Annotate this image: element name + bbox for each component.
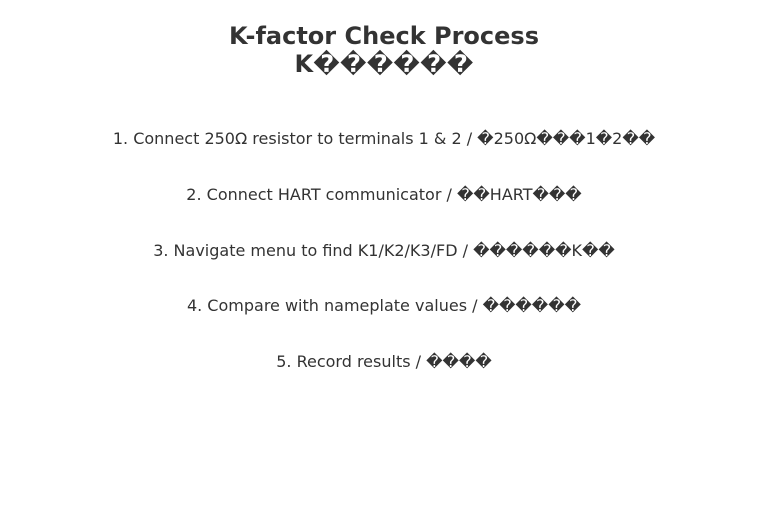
process-step-1: 1. Connect 250Ω resistor to terminals 1 & 2 / �250Ω���1�2�� [112, 129, 656, 148]
title-line-chinese: K������ [294, 50, 474, 78]
title-line-english: K-factor Check Process [229, 22, 539, 50]
process-step-4: 4. Compare with nameplate values / ������ [186, 296, 582, 315]
process-step-2: 2. Connect HART communicator / ��HART��� [186, 185, 582, 204]
process-step-3: 3. Navigate menu to find K1/K2/K3/FD / ������K�� [153, 241, 615, 260]
diagram-title [0, 22, 768, 78]
process-step-5: 5. Record results / ���� [276, 352, 492, 371]
